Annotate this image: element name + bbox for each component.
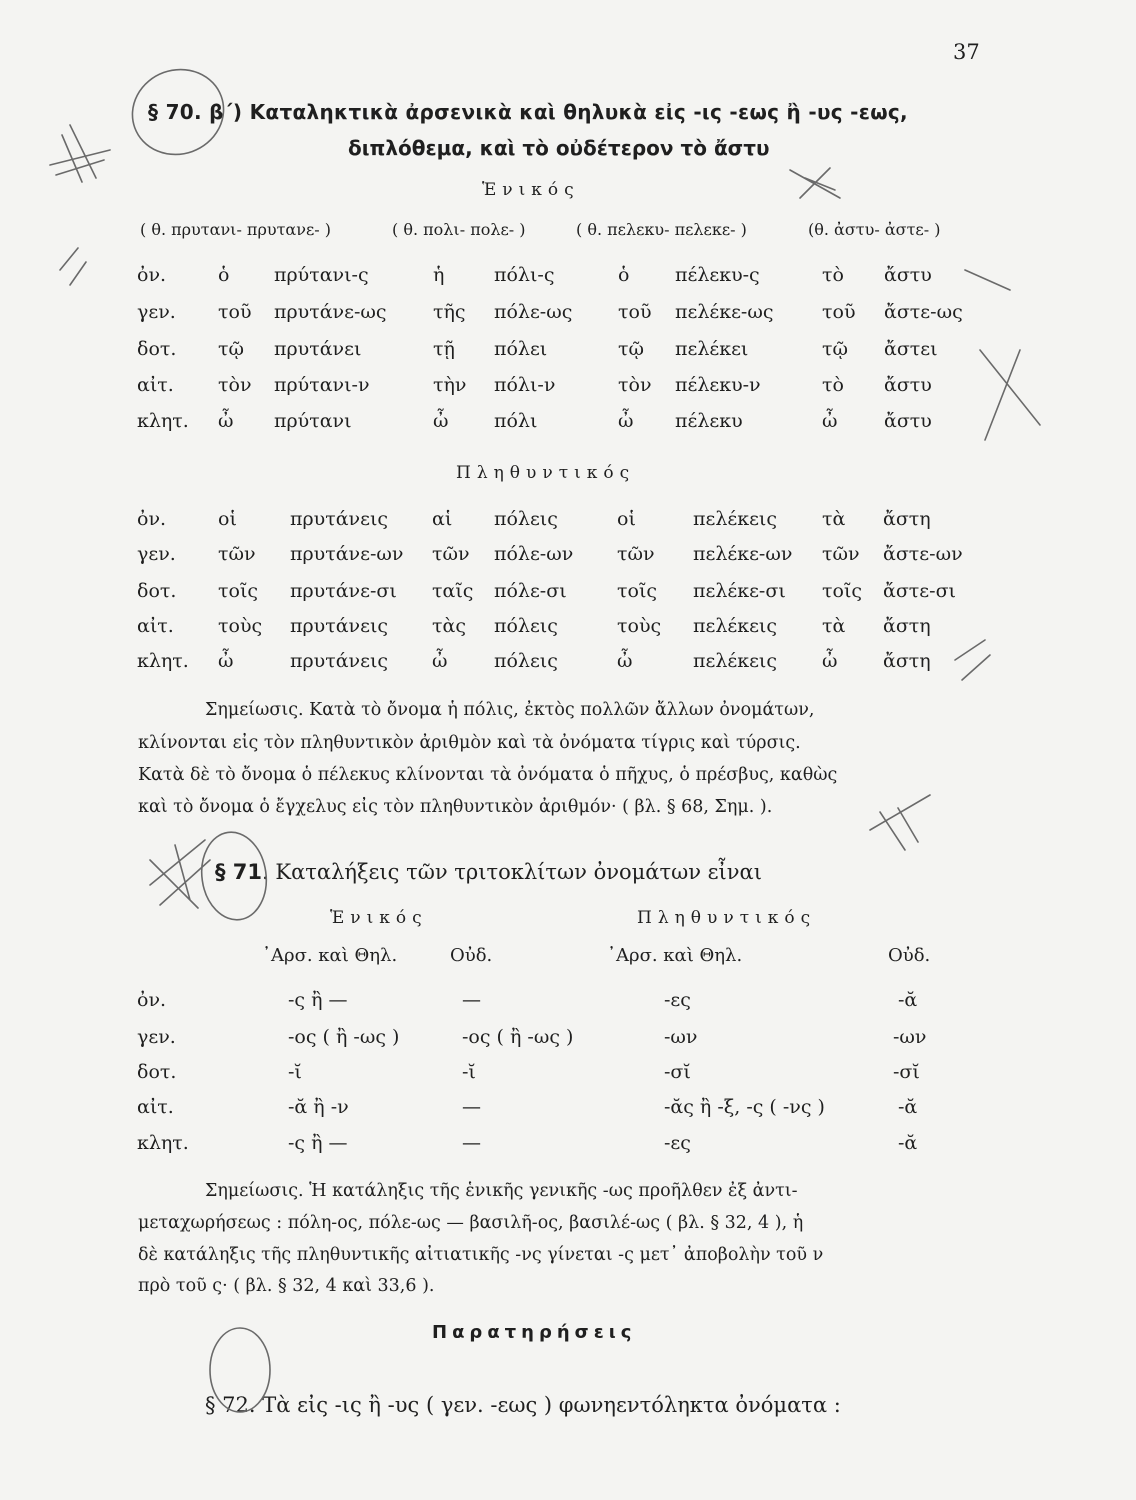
note-70-line-1: Σημείωσις. Κατὰ τὸ ὄνομα ἡ πόλις, ἐκτὸς πολλῶν ἄλλων ὀνομάτων, xyxy=(205,700,815,720)
case-label: αἰτ. xyxy=(137,1096,174,1118)
case-label: δοτ. xyxy=(137,580,177,602)
form-pelekys: πελέκεις xyxy=(693,650,778,672)
col-header-mf-pl: ᾿Αρσ. καὶ Θηλ. xyxy=(607,945,743,966)
article: τὸ xyxy=(822,374,844,396)
ending-mf-pl: -ᾰς ἢ -ξ, -ς ( -νς ) xyxy=(664,1096,825,1118)
article: τοῦ xyxy=(618,301,652,323)
note-70-line-4: καὶ τὸ ὄνομα ὁ ἔγχελυς εἰς τὸν πληθυντικὸν ἀριθμόν· ( βλ. § 68, Σημ. ). xyxy=(138,797,773,817)
form-pelekys: πελέκει xyxy=(675,338,749,360)
singular-label: Ἑνικός xyxy=(482,180,580,200)
form-polis: πόλε-σι xyxy=(494,580,567,602)
article: ὦ xyxy=(822,650,838,672)
stem-asty: (θ. ἀστυ- ἀστε- ) xyxy=(808,220,941,239)
case-label: κλητ. xyxy=(137,650,189,672)
article: τοὺς xyxy=(218,615,263,637)
section-72-line: § 72. Τὰ εἰς -ις ἢ -υς ( γεν. -εως ) φωνηεντόληκτα ὀνόματα : xyxy=(205,1393,841,1417)
case-label: γεν. xyxy=(137,1026,176,1048)
case-label: γεν. xyxy=(137,301,176,323)
form-pelekys: πελέκε-ως xyxy=(675,301,774,323)
article: ἡ xyxy=(433,264,445,286)
case-label: κλητ. xyxy=(137,1132,189,1154)
form-polis: πόλι-ν xyxy=(494,374,556,396)
form-polis: πόλε-ων xyxy=(494,543,574,565)
col-header-n-pl: Οὐδ. xyxy=(888,945,931,966)
section-70-heading-line2: διπλόθεμα, καὶ τὸ οὐδέτερον τὸ ἄστυ xyxy=(348,136,770,160)
stem-prytanis: ( θ. πρυτανι- πρυτανε- ) xyxy=(140,220,331,239)
article: ὦ xyxy=(218,410,234,432)
article: ὁ xyxy=(218,264,230,286)
cross-mark-right xyxy=(965,270,1040,440)
article: τὴν xyxy=(433,374,467,396)
note-70-line-3: Κατὰ δὲ τὸ ὄνομα ὁ πέλεκυς κλίνονται τὰ ὀνόματα ὁ πῆχυς, ὁ πρέσβυς, καθὼς xyxy=(138,765,838,785)
form-prytanis: πρυτάνεις xyxy=(290,650,389,672)
stem-pelekys: ( θ. πελεκυ- πελεκε- ) xyxy=(576,220,747,239)
form-prytanis: πρύτανι xyxy=(274,410,352,432)
case-label: ὀν. xyxy=(137,264,167,286)
form-pelekys: πέλεκυ xyxy=(675,410,743,432)
ending-mf-sg: -ᾰ ἢ -ν xyxy=(288,1096,349,1118)
form-asty: ἄστε-σι xyxy=(883,580,956,602)
slash-mark-right xyxy=(955,640,990,680)
form-pelekys: πέλεκυ-ν xyxy=(675,374,761,396)
ending-mf-sg: -ῐ xyxy=(288,1061,302,1083)
form-polis: πόλεις xyxy=(494,508,558,530)
ending-mf-pl: -σῐ xyxy=(664,1061,691,1083)
ending-n-sg: — xyxy=(462,1096,481,1118)
article: ὦ xyxy=(432,650,448,672)
case-label: αἰτ. xyxy=(137,374,174,396)
col-header-n-sg: Οὐδ. xyxy=(450,945,493,966)
form-prytanis: πρυτάνεις xyxy=(290,615,389,637)
form-asty: ἄστυ xyxy=(884,264,932,286)
ending-mf-pl: -ων xyxy=(664,1026,698,1048)
ending-n-sg: — xyxy=(462,1132,481,1154)
article: τῷ xyxy=(822,338,849,360)
cross-mark-note xyxy=(870,795,930,850)
article: οἱ xyxy=(617,508,636,530)
article: οἱ xyxy=(218,508,237,530)
article: τῶν xyxy=(617,543,655,565)
article: τοῖς xyxy=(617,580,658,602)
article: ὦ xyxy=(617,650,633,672)
form-polis: πόλι xyxy=(494,410,538,432)
form-asty: ἄστε-ως xyxy=(884,301,963,323)
article: τὰ xyxy=(822,508,846,530)
ending-mf-sg: -ς ἢ — xyxy=(288,989,348,1011)
form-pelekys: πελέκε-ων xyxy=(693,543,793,565)
plural-label: Πληθυντικός xyxy=(456,463,636,483)
article: τὸ xyxy=(822,264,844,286)
form-prytanis: πρύτανι-ς xyxy=(274,264,369,286)
form-prytanis: πρυτάνεις xyxy=(290,508,389,530)
page-number: 37 xyxy=(953,40,980,64)
ending-n-pl: -ων xyxy=(893,1026,927,1048)
ending-n-sg: -ος ( ἢ -ως ) xyxy=(462,1026,574,1048)
form-prytanis: πρύτανι-ν xyxy=(274,374,370,396)
case-label: ὀν. xyxy=(137,989,167,1011)
section-71-heading xyxy=(215,860,762,884)
case-label: αἰτ. xyxy=(137,615,174,637)
note-71-line-4: πρὸ τοῦ ς· ( βλ. § 32, 4 καὶ 33,6 ). xyxy=(138,1276,435,1296)
col-header-mf-sg: ᾿Αρσ. καὶ Θηλ. xyxy=(262,945,398,966)
article: ὁ xyxy=(618,264,630,286)
star-mark-heading xyxy=(790,168,840,198)
s71-singular-label: Ἑνικός xyxy=(330,908,428,928)
form-asty: ἄστυ xyxy=(884,410,932,432)
form-polis: πόλι-ς xyxy=(494,264,555,286)
form-asty: ἄστη xyxy=(883,615,931,637)
section-70-heading: § 70. β΄) Καταληκτικὰ ἀρσενικὰ καὶ θηλυκὰ εἰς -ις -εως ἢ -υς -εως, xyxy=(148,100,908,124)
case-label: δοτ. xyxy=(137,1061,177,1083)
ending-n-pl: -σῐ xyxy=(893,1061,920,1083)
form-polis: πόλεις xyxy=(494,650,558,672)
form-pelekys: πελέκεις xyxy=(693,615,778,637)
article: τῶν xyxy=(218,543,256,565)
ending-mf-pl: -ες xyxy=(664,989,691,1011)
form-prytanis: πρυτάνε-σι xyxy=(290,580,397,602)
article: τῇ xyxy=(433,338,455,360)
form-prytanis: πρυτάνε-ως xyxy=(274,301,387,323)
article: τῷ xyxy=(218,338,245,360)
tick-mark-left xyxy=(60,248,86,285)
section-71-title: . Καταλήξεις τῶν τριτοκλίτων ὀνομάτων εἶναι xyxy=(262,860,762,884)
form-prytanis: πρυτάνε-ων xyxy=(290,543,404,565)
s71-plural-label: Πληθυντικός xyxy=(637,908,817,928)
section-71-number: § 71 xyxy=(215,860,263,884)
case-label: κλητ. xyxy=(137,410,189,432)
ending-n-pl: -ᾰ xyxy=(898,1132,918,1154)
article: τοῦ xyxy=(218,301,252,323)
form-asty: ἄστη xyxy=(883,650,931,672)
ending-n-sg: -ῐ xyxy=(462,1061,476,1083)
form-asty: ἄστυ xyxy=(884,374,932,396)
note-71-line-3: δὲ κατάληξις τῆς πληθυντικῆς αἰτιατικῆς -νς γίνεται -ς μετ᾿ ἀποβολὴν τοῦ ν xyxy=(138,1245,824,1265)
ending-n-pl: -ᾰ xyxy=(898,1096,918,1118)
cross-mark-71 xyxy=(150,840,210,908)
case-label: ὀν. xyxy=(137,508,167,530)
form-pelekys: πελέκεις xyxy=(693,508,778,530)
article: τὰ xyxy=(822,615,846,637)
form-prytanis: πρυτάνει xyxy=(274,338,362,360)
form-polis: πόλε-ως xyxy=(494,301,573,323)
form-polis: πόλεις xyxy=(494,615,558,637)
note-71-line-2: μεταχωρήσεως : πόλη-ος, πόλε-ως — βασιλῆ-ος, βασιλέ-ως ( βλ. § 32, 4 ), ἡ xyxy=(138,1213,804,1233)
article: ὦ xyxy=(433,410,449,432)
stem-polis: ( θ. πολι- πολε- ) xyxy=(392,220,526,239)
form-polis: πόλει xyxy=(494,338,548,360)
article: τὸν xyxy=(618,374,652,396)
ending-n-pl: -ᾰ xyxy=(898,989,918,1011)
form-asty: ἄστει xyxy=(884,338,938,360)
note-71-line-1: Σημείωσις. Ἡ κατάληξις τῆς ἑνικῆς γενικῆς -ως προῆλθεν ἐξ ἀντι- xyxy=(205,1181,798,1201)
article: τοὺς xyxy=(617,615,662,637)
form-pelekys: πελέκε-σι xyxy=(693,580,786,602)
article: τῷ xyxy=(618,338,645,360)
article: τὰς xyxy=(432,615,466,637)
cross-mark-left-top xyxy=(50,125,110,182)
case-label: γεν. xyxy=(137,543,176,565)
article: τὸν xyxy=(218,374,252,396)
form-asty: ἄστη xyxy=(883,508,931,530)
form-pelekys: πέλεκυ-ς xyxy=(675,264,760,286)
article: τῆς xyxy=(433,301,466,323)
article: τῶν xyxy=(432,543,470,565)
form-asty: ἄστε-ων xyxy=(883,543,963,565)
article: τοῖς xyxy=(822,580,863,602)
article: αἱ xyxy=(432,508,453,530)
ending-mf-sg: -ς ἢ — xyxy=(288,1132,348,1154)
article: τῶν xyxy=(822,543,860,565)
article: τοῦ xyxy=(822,301,856,323)
ending-n-sg: — xyxy=(462,989,481,1011)
article: ταῖς xyxy=(432,580,474,602)
ending-mf-pl: -ες xyxy=(664,1132,691,1154)
case-label: δοτ. xyxy=(137,338,177,360)
article: ὦ xyxy=(822,410,838,432)
observations-heading: Παρατηρήσεις xyxy=(432,1322,637,1343)
article: τοῖς xyxy=(218,580,259,602)
article: ὦ xyxy=(218,650,234,672)
article: ὦ xyxy=(618,410,634,432)
note-70-line-2: κλίνονται εἰς τὸν πληθυντικὸν ἀριθμὸν καὶ τὰ ὀνόματα τίγρις καὶ τύρσις. xyxy=(138,733,801,753)
ending-mf-sg: -ος ( ἢ -ως ) xyxy=(288,1026,400,1048)
